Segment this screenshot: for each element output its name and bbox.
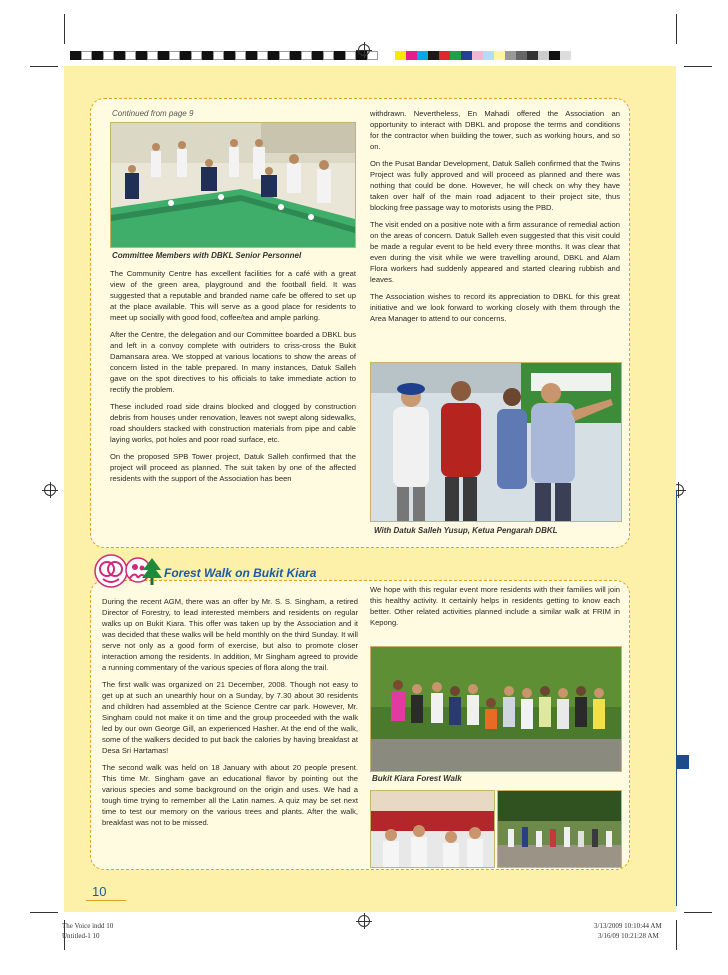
registration-bar (70, 51, 378, 60)
paragraph: The second walk was held on 18 January with about 20 people present. This time Mr. Singham gave an educational flavor by pointing out the various species and some background on the origin and uses. We had a tough time trying to remember all the Latin names. A quiz may be set next time to test our memory on the various trees and plants. After the walk, breakfast was not to be missed. (102, 763, 358, 827)
paragraph: After the Centre, the delegation and our Committee boarded a DBKL bus and left in a convoy complete with outriders to criss-cross the Bukit Damansara area. We stopped at various locations to show the areas of concern listed in the table prepared. In many instances, Datuk Salleh gave on the spot directives to his officials to take immediate action to rectify the problem. (110, 330, 356, 394)
article-text-left-top (110, 268, 356, 490)
paragraph: The visit ended on a positive note with a firm assurance of remedial action on the areas of concern. Datuk Salleh even suggested that this visit could be made a regular event to be held every three months. It was clear that even during the visit while we were travelling around, DBKL and Alam Flora workers had suddenly appeared and started clearing rubbish and leaves. (370, 220, 620, 284)
paragraph: These included road side drains blocked and clogged by construction debris from houses under renovation, leaves not swept along sidewalks, road shoulders stacked with construction materials from pipe and cable laying works, pot holes and poor road surface, etc. (110, 402, 356, 444)
slug-left-2: Untitled-1 10 (62, 932, 100, 940)
crop-mark (684, 66, 712, 67)
paragraph: The Association wishes to record its appreciation to DBKL for this great initiative and we look forward to working closely with them through the Area Manager to attend to our concerns. (370, 292, 620, 323)
registration-target-icon (44, 484, 56, 496)
crop-mark (684, 912, 712, 913)
page-edge-tab (676, 490, 689, 906)
paragraph: withdrawn. Nevertheless, En Mahadi offered the Association an opportunity to interact with DBKL and propose the terms and conditions for the contractor when building the tower, such as working hours, and so on. (370, 109, 620, 151)
crop-mark (64, 14, 65, 44)
article-text-right-top (370, 108, 620, 330)
photo-datuk-salleh (370, 362, 622, 522)
photo-caption-forest-walk: Bukit Kiara Forest Walk (372, 774, 462, 783)
crop-mark (30, 66, 58, 67)
photo-committee-meeting (110, 122, 356, 248)
crop-mark (676, 920, 677, 950)
registration-target-icon (358, 44, 370, 56)
paragraph: On the Pusat Bandar Development, Datuk Salleh confirmed that the Twins Project was fully approved and will proceed as planned and there was nothing that could be done. However, he will check on why they have taken over half of the main road adjacent to their project site, thus blocking free passage way to motorists using the PBD. (370, 159, 620, 212)
tree-icon (140, 556, 164, 586)
photo-caption-committee: Committee Members with DBKL Senior Personnel (112, 251, 302, 260)
photo-caption-datuk-salleh: With Datuk Salleh Yusup, Ketua Pengarah DBKL (374, 526, 558, 535)
paragraph: During the recent AGM, there was an offer by Mr. S. S. Singham, a retired Director of Forestry, to lead interested members and residents on regular walks up on Bukit Kiara. This offer was taken up by the Association and it was decided that these walks will be held monthly on the third Sunday. It will serve not only as a good form of exercise, but also to promote closer interaction among the residents. In addition, Mr Singham agreed to provide a running commentary of the various species of flora along the trail. (102, 597, 358, 672)
slug-right-2: 3/16/09 10:21:28 AM (598, 932, 659, 940)
page-number: 10 (92, 884, 107, 899)
paragraph: The first walk was organized on 21 December, 2008. Though not easy to get up at such an unearthly hour on a Sunday, by 7.30 about 30 residents and children had assembled at the Science Centre car park. However, Mr. Singham could not make it on time and the group proceeded with the walk led by our own George Gill, an experienced Hasher. At the end of the walk, some of the walkers decided to put back the calories by having breakfast at Desa Sri Hartamas! (102, 680, 358, 755)
slug-left-1: The Voice indd 10 (62, 922, 114, 930)
paragraph: The Community Centre has excellent facilities for a café with a great view of the green area, playground and the football field. It was suggested that a reputable and branded name cafe be offered to set up at the place available. This will serve as a good place for residents to meet up socially with good food, coffee/tea and ample parking. (110, 269, 356, 322)
footer-rule (86, 900, 126, 901)
residents-logo-icon (94, 554, 128, 588)
continued-note: Continued from page 9 (112, 109, 194, 118)
crop-mark (676, 14, 677, 44)
photo-breakfast (370, 790, 495, 868)
paragraph: On the proposed SPB Tower project, Datuk Salleh confirmed that the project will proceed as planned. The suit taken by one of the affected residents with the support of the Association has been (110, 452, 356, 483)
paragraph: We hope with this regular event more residents with their families will join this healthy activity. It certainly helps in residents getting to know each better. Other related activities planned include a similar walk at FRIM in Kepong. (370, 585, 620, 627)
crop-mark (30, 912, 58, 913)
slug-right-1: 3/13/2009 10:10:44 AM (594, 922, 662, 930)
registration-target-icon (358, 915, 370, 927)
article-text-right-bottom (370, 584, 620, 634)
section-heading: Forest Walk on Bukit Kiara (164, 566, 317, 580)
article-text-left-bottom (102, 596, 358, 834)
photo-walkers-trail (497, 790, 622, 868)
color-bar (395, 51, 571, 60)
photo-forest-walk-group (370, 646, 622, 772)
